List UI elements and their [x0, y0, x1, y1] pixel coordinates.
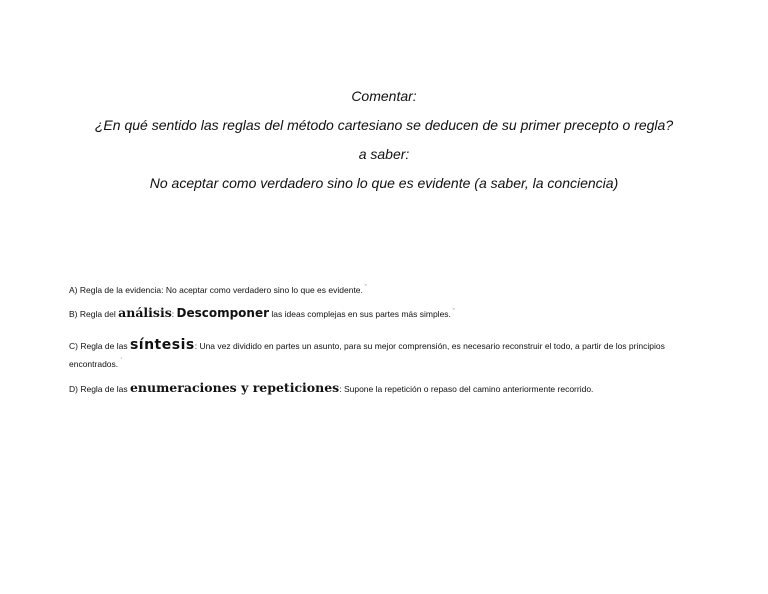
- rule-analisis-prefix: B) Regla del: [69, 308, 119, 319]
- rule-analisis-colon: :: [171, 308, 177, 319]
- rule-evidencia-text: A) Regla de la evidencia: No aceptar como verdadero sino lo que es evidente.: [69, 284, 363, 295]
- rule-enumeraciones: [69, 380, 709, 397]
- header-precept: No aceptar como verdadero sino lo que es evidente (a saber, la conciencia): [149, 175, 619, 191]
- rule-sintesis: [69, 338, 709, 372]
- rule-evidencia-tick: ': [365, 284, 367, 291]
- rule-analisis: [69, 304, 709, 322]
- rule-analisis-text: las ideas complejas en sus partes más simples.: [269, 308, 451, 319]
- header-a-saber: a saber:: [358, 146, 410, 162]
- rule-sintesis-text: : Una vez dividido en partes un asunto, para su mejor comprensión, es necesario reconstruir el todo, a partir de los principios encontrados.: [69, 341, 665, 369]
- rule-analisis-tick: ': [453, 308, 455, 315]
- rule-enumeraciones-keyword: enumeraciones y repeticiones: [129, 380, 340, 395]
- rule-sintesis-prefix: C) Regla de las: [69, 341, 130, 351]
- header-question: ¿En qué sentido las reglas del método cartesiano se deducen de su primer precepto o regla?: [94, 117, 674, 133]
- rule-sintesis-keyword: síntesis: [129, 337, 195, 353]
- rule-analisis-keyword2: Descomponer: [176, 305, 270, 320]
- rule-sintesis-tick: ´: [120, 358, 123, 365]
- header-comentar: Comentar:: [351, 88, 417, 104]
- header-block: [0, 82, 768, 198]
- rule-enumeraciones-text: : Supone la repetición o repaso del camino anteriormente recorrido.: [339, 384, 594, 394]
- rule-enumeraciones-prefix: D) Regla de las: [69, 384, 130, 394]
- rule-analisis-keyword: análisis: [118, 304, 172, 320]
- rule-evidencia: [69, 280, 709, 298]
